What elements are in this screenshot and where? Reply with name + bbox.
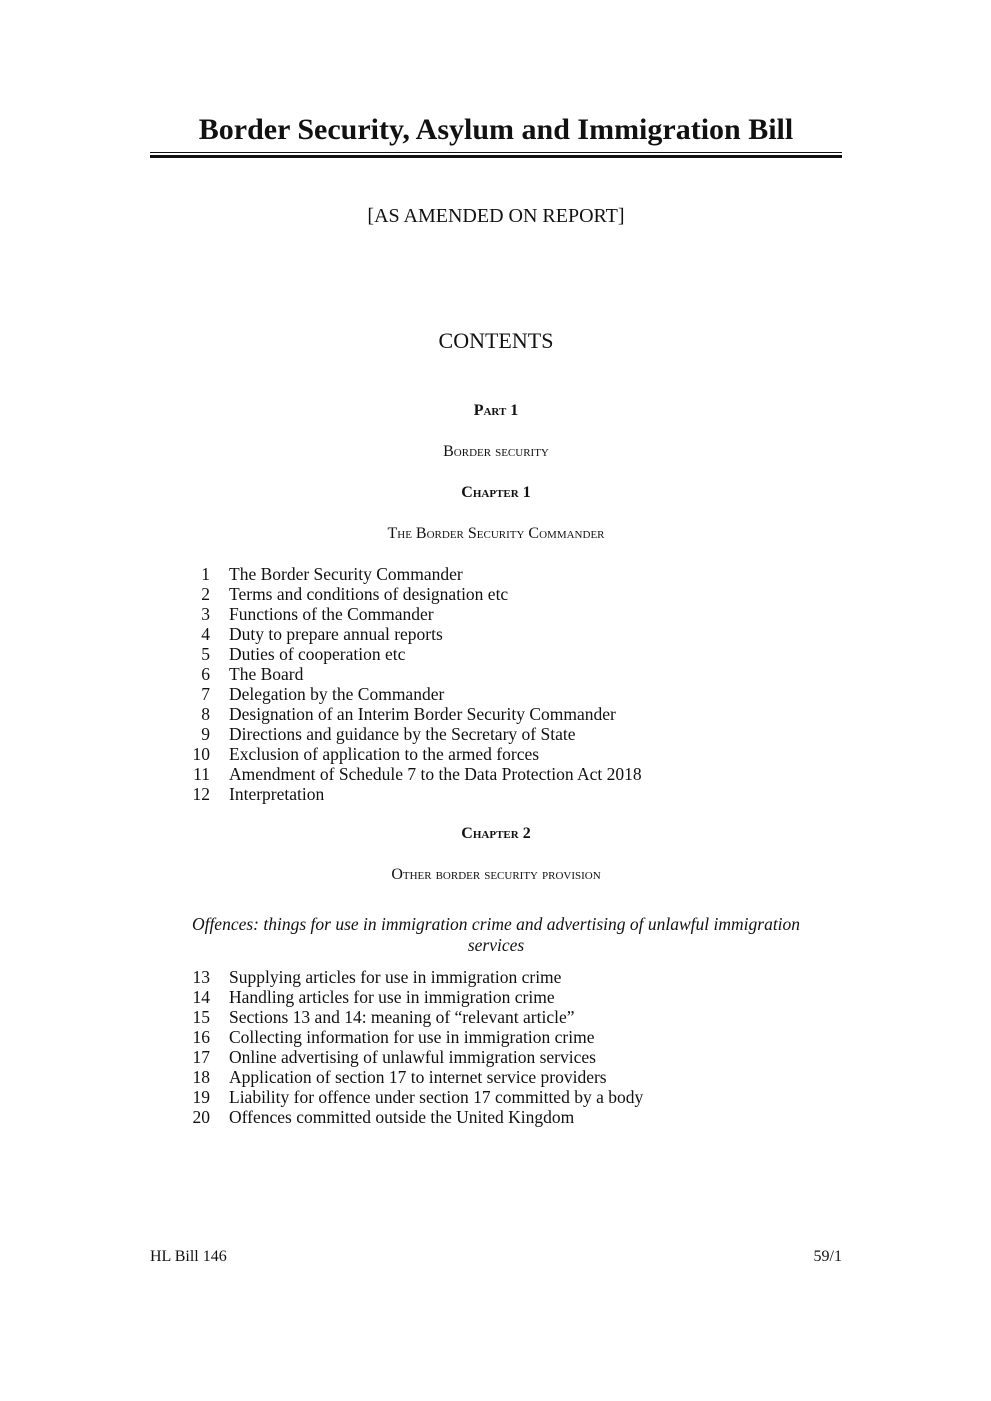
contents-entry[interactable] — [150, 967, 842, 987]
section-number: 9 — [201, 724, 210, 744]
group-heading-line-1: Offences: things for use in immigration crime and advertising of unlawful immigration — [191, 914, 801, 934]
contents-entry[interactable] — [150, 564, 842, 584]
contents-entry[interactable] — [150, 1027, 842, 1047]
page-reference: 59/1 — [813, 1248, 842, 1265]
contents-entry[interactable] — [150, 704, 842, 724]
section-title: Functions of the Commander — [229, 604, 434, 624]
section-number: 15 — [192, 1007, 210, 1027]
section-number: 19 — [192, 1087, 210, 1107]
section-title: Duty to prepare annual reports — [229, 624, 443, 644]
chapter-2-contents-list — [150, 967, 842, 1127]
contents-entry[interactable] — [150, 1067, 842, 1087]
contents-entry[interactable] — [150, 987, 842, 1007]
contents-entry[interactable] — [150, 664, 842, 684]
section-number: 8 — [201, 704, 210, 724]
section-title: Amendment of Schedule 7 to the Data Protection Act 2018 — [229, 764, 642, 784]
contents-entry[interactable] — [150, 644, 842, 664]
section-title: Designation of an Interim Border Security Commander — [229, 704, 616, 724]
section-number: 16 — [192, 1027, 210, 1047]
section-number: 20 — [192, 1107, 210, 1127]
section-title: The Board — [229, 664, 304, 684]
section-title: Handling articles for use in immigration crime — [229, 987, 555, 1007]
contents-entry[interactable] — [150, 724, 842, 744]
document-title: Border Security, Asylum and Immigration Bill — [198, 113, 794, 146]
part-subtitle: Border security — [443, 443, 549, 460]
section-title: Sections 13 and 14: meaning of “relevant article” — [229, 1007, 575, 1027]
section-number: 6 — [201, 664, 210, 684]
bill-reference: HL Bill 146 — [150, 1248, 227, 1265]
section-title: Supplying articles for use in immigration crime — [229, 967, 562, 987]
contents-heading: CONTENTS — [438, 328, 554, 353]
contents-entry[interactable] — [150, 1087, 842, 1107]
section-number: 10 — [192, 744, 210, 764]
section-title: Collecting information for use in immigration crime — [229, 1027, 595, 1047]
section-number: 13 — [192, 967, 210, 987]
title-rule-thin — [150, 152, 842, 153]
chapter-1-contents-list — [150, 564, 842, 804]
offences-group-heading — [150, 914, 842, 956]
contents-entry[interactable] — [150, 1007, 842, 1027]
contents-entry[interactable] — [150, 624, 842, 644]
section-number: 17 — [192, 1047, 210, 1067]
section-number: 1 — [201, 564, 210, 584]
contents-entry[interactable] — [150, 1047, 842, 1067]
contents-entry[interactable] — [150, 684, 842, 704]
section-title: Application of section 17 to internet service providers — [229, 1067, 607, 1087]
section-title: The Border Security Commander — [229, 564, 463, 584]
section-number: 4 — [201, 624, 210, 644]
chapter-1-subtitle: The Border Security Commander — [387, 525, 605, 542]
section-number: 11 — [193, 764, 210, 784]
amendment-status: [AS AMENDED ON REPORT] — [367, 205, 625, 227]
section-title: Exclusion of application to the armed forces — [229, 744, 540, 764]
section-title: Online advertising of unlawful immigration services — [229, 1047, 596, 1067]
section-number: 14 — [192, 987, 210, 1007]
section-number: 5 — [201, 644, 210, 664]
section-number: 3 — [201, 604, 210, 624]
contents-entry[interactable] — [150, 1107, 842, 1127]
title-rule-thick — [150, 155, 842, 158]
part-heading: Part 1 — [473, 402, 519, 419]
chapter-2-subtitle: Other border security provision — [391, 866, 601, 883]
section-title: Interpretation — [229, 784, 325, 804]
section-title: Terms and conditions of designation etc — [229, 584, 509, 604]
section-title: Liability for offence under section 17 committed by a body — [229, 1087, 644, 1107]
contents-entry[interactable] — [150, 764, 842, 784]
section-title: Delegation by the Commander — [229, 684, 445, 704]
section-title: Directions and guidance by the Secretary of State — [229, 724, 576, 744]
section-title: Duties of cooperation etc — [229, 644, 406, 664]
section-number: 2 — [201, 584, 210, 604]
section-number: 7 — [201, 684, 210, 704]
group-heading-line-2: services — [467, 935, 525, 955]
contents-entry[interactable] — [150, 784, 842, 804]
section-title: Offences committed outside the United Kingdom — [229, 1107, 575, 1127]
chapter-2-heading: Chapter 2 — [461, 825, 531, 842]
contents-entry[interactable] — [150, 604, 842, 624]
section-number: 18 — [192, 1067, 210, 1087]
chapter-1-heading: Chapter 1 — [461, 484, 531, 501]
contents-entry[interactable] — [150, 584, 842, 604]
section-number: 12 — [192, 784, 210, 804]
contents-entry[interactable] — [150, 744, 842, 764]
